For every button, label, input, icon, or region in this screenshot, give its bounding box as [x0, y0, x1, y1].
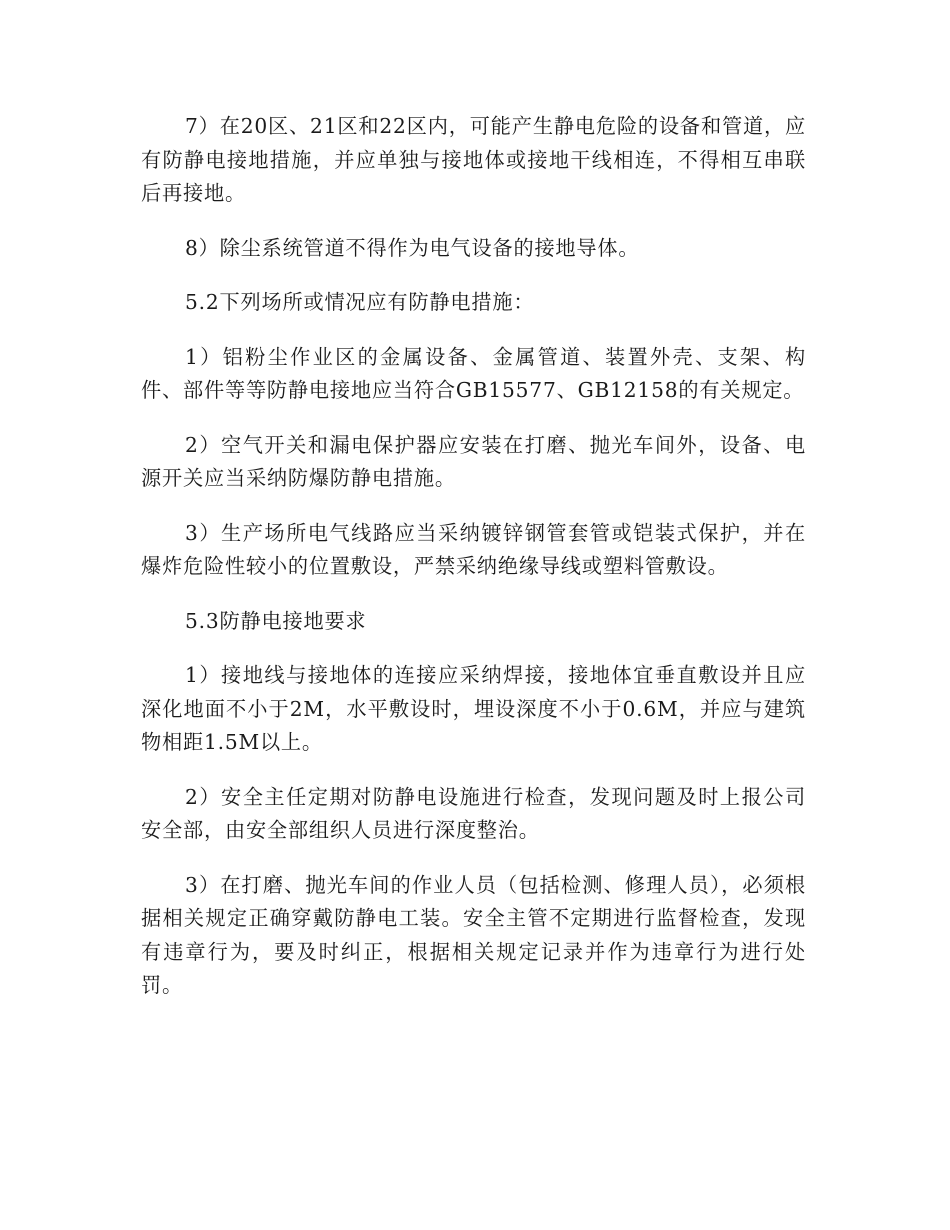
document-body — [141, 110, 806, 1024]
paragraph-item-8: 8）除尘系统管道不得作为电气设备的接地导体。 — [185, 235, 640, 260]
paragraph-5-2-item-2: 2）空气开关和漏电保护器应安装在打磨、抛光车间外，设备、电源开关应当采纳防爆防静电措施。 — [141, 432, 806, 490]
paragraph-5-2-item-3: 3）生产场所电气线路应当采纳镀锌钢管套管或铠装式保护，并在爆炸危险性较小的位置敷设，严禁采纳绝缘导线或塑料管敷设。 — [141, 520, 806, 578]
paragraph-5-2-item-1: 1）铝粉尘作业区的金属设备、金属管道、装置外壳、支架、构件、部件等等防静电接地应当符合GB15577、GB12158的有关规定。 — [141, 344, 806, 402]
paragraph-item-7: 7）在20区、21区和22区内，可能产生静电危险的设备和管道，应有防静电接地措施，并应单独与接地体或接地干线相连，不得相互串联后再接地。 — [141, 114, 806, 205]
paragraph-5-3-item-1: 1）接地线与接地体的连接应采纳焊接，接地体宜垂直敷设并且应深化地面不小于2M，水平敷设时，埋设深度不小于0.6M，并应与建筑物相距1.5M以上。 — [141, 663, 806, 754]
paragraph-5-3-item-2: 2）安全主任定期对防静电设施进行检查，发现问题及时上报公司安全部，由安全部组织人员进行深度整治。 — [141, 784, 806, 842]
section-heading-5-3: 5.3防静电接地要求 — [185, 608, 367, 633]
paragraph-5-3-item-3: 3）在打磨、抛光车间的作业人员（包括检测、修理人员），必须根据相关规定正确穿戴防静电工装。安全主管不定期进行监督检查，发现有违章行为，要及时纠正，根据相关规定记录并作为违章行为进行处罚。 — [141, 872, 806, 997]
section-heading-5-2: 5.2下列场所或情况应有防静电措施： — [185, 290, 535, 314]
